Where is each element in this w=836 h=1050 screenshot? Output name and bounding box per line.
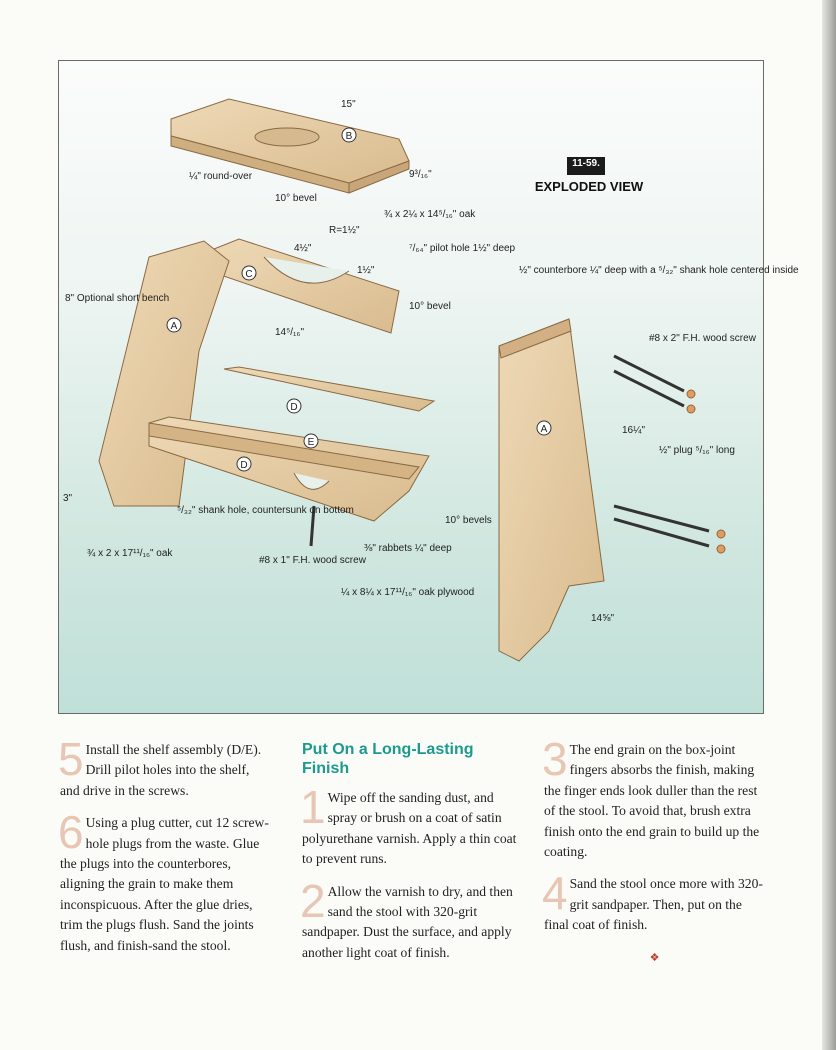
dim-leg-bottom: 14⅝": [591, 613, 615, 624]
dim-cutout-width: 4½": [294, 243, 312, 254]
part-label-d-front: D: [240, 460, 248, 471]
step-number-2: 2: [300, 874, 326, 927]
dim-round-over: ¼" round-over: [189, 171, 253, 182]
step-2: [300, 874, 518, 964]
dim-pilot-hole: ⁷/₆₄" pilot hole 1½" deep: [409, 243, 516, 254]
part-label-c: C: [245, 269, 253, 280]
step-4: [542, 867, 764, 935]
exploded-view-figure: [58, 60, 799, 714]
step-5: [58, 733, 272, 801]
step-number-3: 3: [542, 733, 568, 785]
step-text-2: Allow the varnish to dry, and then sand the stool with 320-grit sandpaper. Dust the surface, and apply another light coat of finish.: [302, 883, 513, 960]
dim-screw-2: #8 x 2" F.H. wood screw: [649, 333, 756, 344]
part-label-b: B: [345, 131, 353, 142]
step-text-1: Wipe off the sanding dust, and spray or brush on a coat of satin polyurethane varnish. Apply a thin coat to prevent runs.: [302, 790, 517, 867]
part-label-d-back: D: [290, 402, 298, 413]
exploded-view-drawing: [59, 61, 799, 713]
dim-leg-height: 16¼": [622, 425, 646, 436]
step-1: [300, 781, 518, 870]
part-label-a-left: A: [170, 321, 178, 332]
step-number-5: 5: [58, 733, 84, 785]
right-leg-a: [499, 319, 604, 661]
dim-stretcher-bevel: 10° bevel: [409, 301, 451, 312]
finish-heading: Put On a Long-Lasting Finish: [302, 741, 474, 777]
dim-stretcher-length: 14⁵/₁₆": [275, 327, 305, 338]
dim-stretcher-stock: ¾ x 2¼ x 14⁵/₁₆" oak: [384, 209, 476, 220]
figure-number: 11-59.: [572, 158, 600, 169]
step-number-6: 6: [58, 806, 84, 859]
step-text-5: Install the shelf assembly (D/E). Drill pilot holes into the shelf, and drive in the screws.: [60, 742, 262, 798]
dim-optional-bench: 8" Optional short bench: [65, 293, 170, 304]
dim-counterbore: ½" counterbore ¼" deep with a ⁵/₃₂" shank hole centered inside: [519, 265, 799, 276]
step-text-3: The end grain on the box-joint fingers absorbs the finish, making the finger ends look duller than the rest of the stool. To avoid that, brush extra finish onto the end grain to build up the coating.: [544, 742, 760, 860]
step-text-6: Using a plug cutter, cut 12 screw-hole plugs from the waste. Glue the plugs into the counterbores, aligning the grain to make them inconspicuous. After the glue dries, trim the plugs flush. Sand the joints flush, and finish-sand the stool.: [60, 815, 269, 953]
dim-leg-offset: 3": [63, 493, 73, 504]
dim-radius: R=1½": [329, 225, 360, 236]
step-text-4: Sand the stool once more with 320-grit sandpaper. Then, put on the final coat of finish.: [544, 876, 763, 933]
step-number-1: 1: [300, 781, 326, 833]
part-label-a-right: A: [540, 424, 548, 435]
step-number-4: 4: [542, 867, 568, 920]
left-column: [58, 733, 272, 968]
right-column: [542, 733, 764, 968]
dim-shank-hole: ⁵/₃₂" shank hole, countersunk on bottom: [177, 505, 354, 516]
dim-top-bevel: 10° bevel: [275, 193, 317, 204]
step-6: [58, 806, 272, 956]
dim-top-width: 15": [341, 99, 356, 110]
dim-screw-1: #8 x 1" F.H. wood screw: [259, 555, 366, 566]
end-ornament-icon: ❖: [649, 951, 659, 964]
page-edge: [822, 0, 836, 1050]
shelf-d-back: [224, 367, 434, 411]
dim-plywood: ¼ x 8¼ x 17¹¹/₁₆" oak plywood: [341, 587, 475, 598]
dim-bevels: 10° bevels: [445, 515, 492, 526]
figure-title: EXPLODED VIEW: [534, 179, 644, 194]
dim-plug: ½" plug ⁵/₁₆" long: [659, 445, 735, 456]
dim-top-depth: 9³/₁₆": [409, 169, 432, 180]
step-3: [542, 733, 764, 862]
dim-cutout-height: 1½": [357, 265, 375, 276]
middle-column: [302, 740, 518, 975]
dim-shelf-stock: ¾ x 2 x 17¹¹/₁₆" oak: [87, 548, 173, 559]
dim-rabbets: ⅜" rabbets ¼" deep: [364, 543, 452, 554]
part-label-e: E: [307, 437, 315, 448]
